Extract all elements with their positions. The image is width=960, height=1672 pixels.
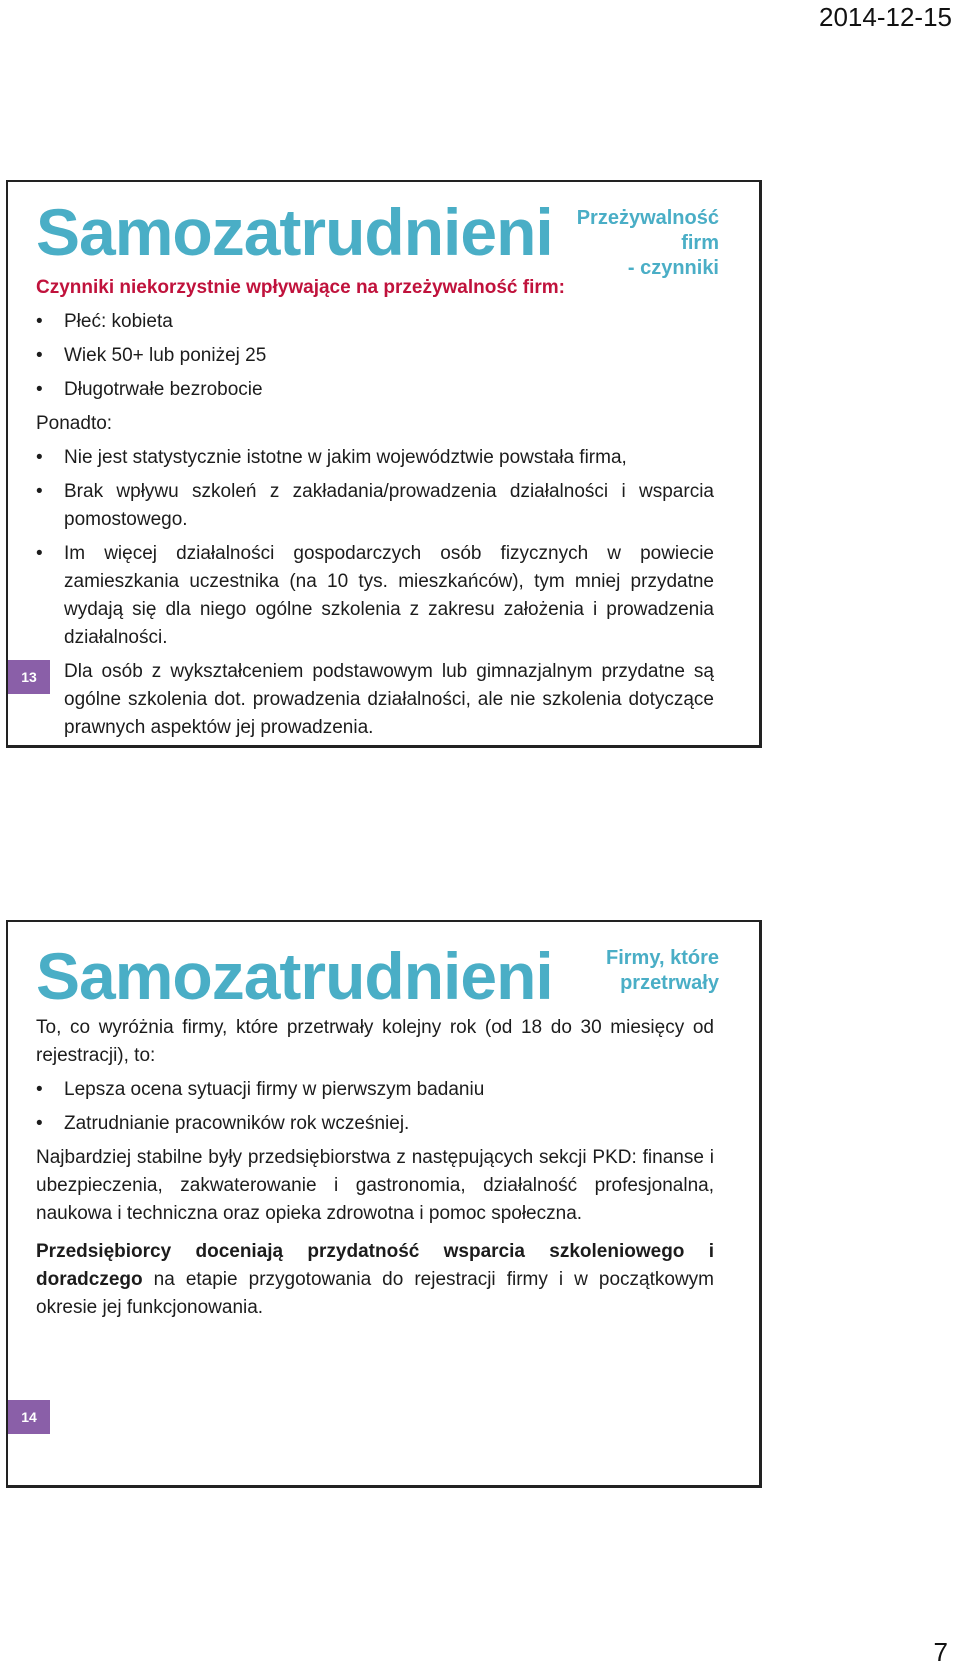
subtitle-line: Przeżywalność (576, 207, 719, 229)
bullet-icon: • (36, 311, 43, 332)
bullet-icon: • (36, 345, 43, 366)
slide-title: Samozatrudnieni (36, 195, 553, 269)
list-item: • Nie jest statystycznie istotne w jakim województwie powstała firma, (36, 444, 714, 472)
slide-subtitle (606, 946, 719, 996)
bullet-icon: • (36, 379, 43, 400)
list-item: • Im więcej działalności gospodarczych osób fizycznych w powiecie zamieszkania uczestnika (na 10 tys. mieszkańców), tym mniej przydatne wydają się dla niego ogólne szkolenia z zakresu założenia i prowadzenia działalności. (36, 540, 714, 652)
body-text: na etapie przygotowania do rejestracji firmy i w początkowym okresie jej funkcjonowania. (36, 1269, 714, 1318)
list-item: • Brak wpływu szkoleń z zakładania/prowadzenia działalności i wsparcia pomostowego. (36, 478, 714, 534)
slide-content (36, 274, 714, 748)
bullet-icon: • (36, 481, 43, 502)
bullet-icon: • (36, 543, 43, 564)
subtitle-line: Firmy, które (606, 947, 719, 969)
bullet-icon: • (36, 1113, 43, 1134)
list-item: • Długotrwałe bezrobocie (36, 376, 714, 404)
slide-13 (6, 180, 762, 748)
slide-content (36, 1014, 714, 1328)
moreover-label: Ponadto: (36, 413, 113, 434)
list-item: Dla osób z wykształceniem podstawowym lub gimnazjalnym przydatne są ogólne szkolenia dot. prowadzenia działalności, ale nie szkolenia dotyczące prawnych aspektów jej prowadzenia. (36, 658, 714, 742)
list-item: • Zatrudnianie pracowników rok wcześniej. (36, 1110, 714, 1138)
bullet-list (36, 444, 714, 742)
slide-title: Samozatrudnieni (36, 939, 553, 1013)
list-item: • Wiek 50+ lub poniżej 25 (36, 342, 714, 370)
bullet-icon: • (36, 447, 43, 468)
subtitle-line: - czynniki (627, 257, 719, 279)
final-paragraph (36, 1238, 714, 1322)
subtitle-line: firm (681, 232, 719, 254)
slide-subtitle (577, 206, 719, 281)
bullet-icon: • (36, 1079, 43, 1100)
slide-14 (6, 920, 762, 1488)
list-item: • Płeć: kobieta (36, 308, 714, 336)
bullet-list (36, 1076, 714, 1138)
intro-paragraph: To, co wyróżnia firmy, które przetrwały kolejny rok (od 18 do 30 miesięcy od rejestracji), to: (36, 1017, 714, 1066)
subtitle-line: przetrwały (620, 972, 719, 994)
slide-number-badge: 13 (8, 660, 50, 694)
page-number: 7 (933, 1637, 948, 1667)
emphasis-text: Przedsiębiorcy doceniają przydatność wsparcia szkoleniowego i doradczego (36, 1241, 714, 1290)
slide-number-badge: 14 (8, 1400, 50, 1434)
list-item: • Lepsza ocena sytuacji firmy w pierwszym badaniu (36, 1076, 714, 1104)
stable-sectors-paragraph: Najbardziej stabilne były przedsiębiorstwa z następujących sekcji PKD: finanse i ubezpieczenia, zakwaterowanie i gastronomia, działalność profesjonalna, naukowa i techniczna oraz opieka zdrowotna i pomoc społeczna. (36, 1147, 714, 1224)
section-heading: Czynniki niekorzystnie wpływające na przeżywalność firm: (36, 277, 566, 298)
bullet-list (36, 308, 714, 404)
page-date: 2014-12-15 (819, 2, 952, 32)
